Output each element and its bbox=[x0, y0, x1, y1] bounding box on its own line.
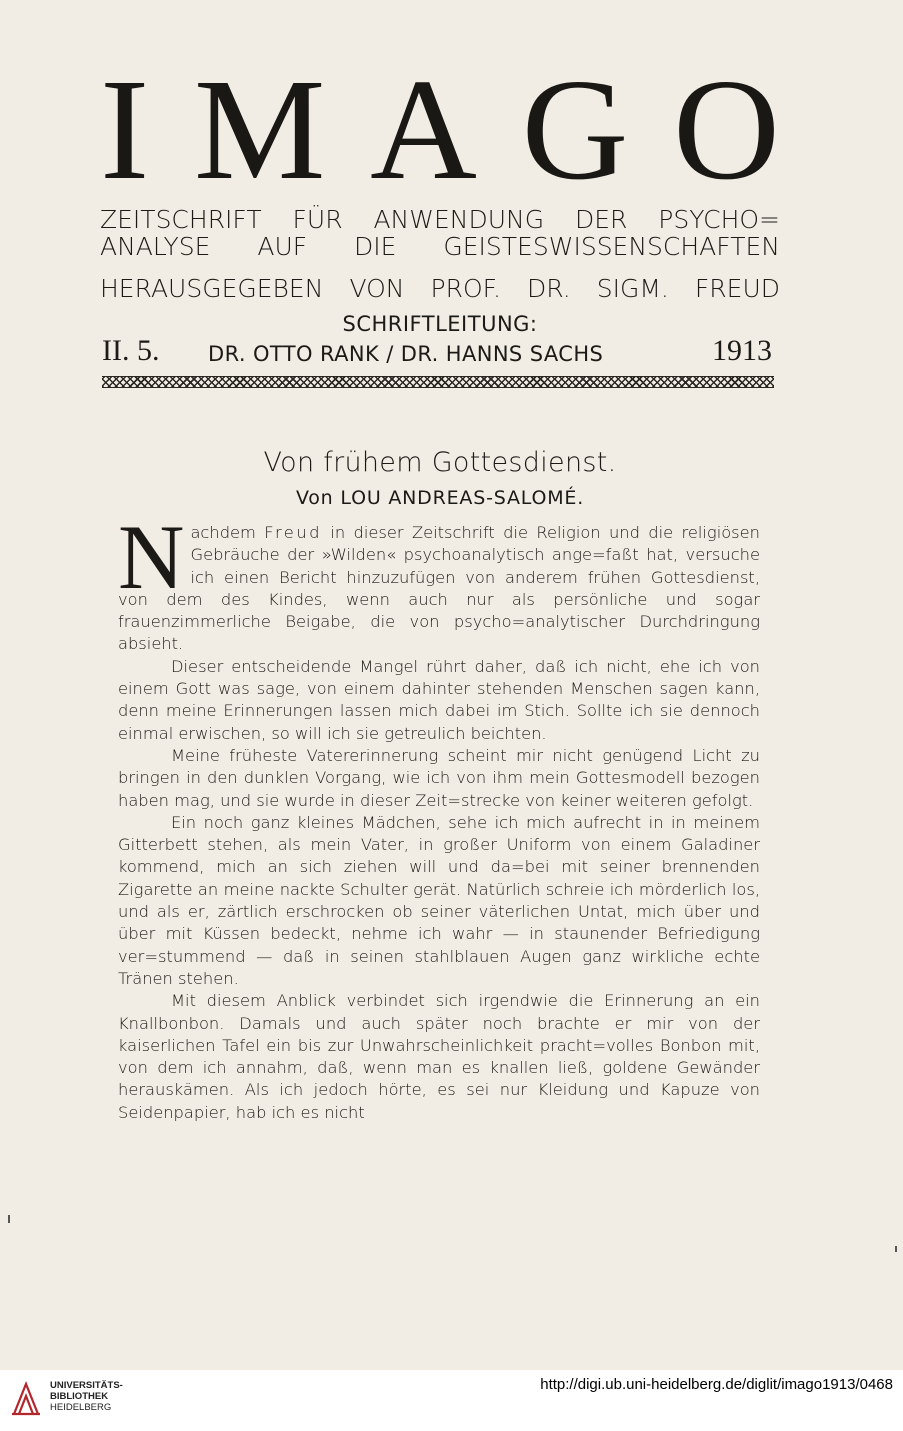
paragraph-1-rest: in dieser Zeitschrift die Religion und die religiösen Gebräuche der »Wilden« psychoanalytisch ange=faßt hat, versuche ich einen Bericht hinzuzufügen von anderem frühen Gottesdienst, von dem des Kindes, wenn auch nur als persönliche und sogar frauenzimmerliche Beigabe, die von psycho=analytischer Durchdringung absieht. bbox=[118, 523, 761, 654]
library-name bbox=[50, 1380, 123, 1413]
library-name-line-3: HEIDELBERG bbox=[50, 1402, 112, 1413]
paragraph-3: Meine früheste Vatererinnerung scheint mir nicht genügend Licht zu bringen in den dunklen Vorgang, wie ich von ihm mein Gottesmodell bezogen haben mag, und sie wurde in dieser Zeit=strecke von keiner weiteren gefolgt. bbox=[118, 745, 760, 810]
margin-mark bbox=[8, 1215, 10, 1223]
masthead-letter: M bbox=[193, 49, 326, 211]
footer-bar bbox=[0, 1370, 903, 1431]
issue-number: II. 5. bbox=[102, 334, 160, 367]
subtitle-line-1: ZEITSCHRIFT FÜR ANWENDUNG DER PSYCHO= bbox=[100, 205, 780, 234]
masthead-letter: A bbox=[370, 49, 477, 211]
library-name-line-1: UNIVERSITÄTS- bbox=[50, 1380, 123, 1391]
paragraph-1-start: achdem bbox=[190, 523, 265, 542]
ornamental-divider bbox=[102, 376, 774, 388]
issue-row bbox=[100, 334, 780, 370]
journal-masthead bbox=[100, 49, 780, 211]
paragraph-2: Dieser entscheidende Mangel rührt daher, daß ich nicht, ehe ich von einem Gott was sage, von einem dahinter stehenden Menschen sagen kann, denn meine Erinnerungen lassen mich dabei im Stich. Sollte ich sie dennoch einmal erwischen, so will ich sie getreulich beichten. bbox=[118, 656, 760, 743]
subtitle-line-2: ANALYSE AUF DIE GEISTESWISSENSCHAFTEN bbox=[100, 232, 780, 261]
paragraph-4: Ein noch ganz kleines Mädchen, sehe ich mich aufrecht in in meinem Gitterbett stehen, als mein Vater, in großer Uniform von einem Galadiner kommend, mich an sich ziehen will und da=bei mit seiner brennenden Zigarette an meine nackte Schulter gerät. Natürlich schreie ich mörderlich los, und als er, zärtlich erschrocken ob seiner väterlichen Untat, mich über und über mit Küssen bedeckt, nehme ich wahr — in staunender Befriedigung ver=stummend — daß in seinen stahlblauen Augen ganz wirkliche echte Tränen stehen. bbox=[118, 812, 760, 988]
author-name-freud: Freud bbox=[264, 523, 322, 542]
schriftleitung-label: SCHRIFTLEITUNG: bbox=[342, 312, 538, 336]
paragraph-5: Mit diesem Anblick verbindet sich irgendwie die Erinnerung an ein Knallbonbon. Damals und auch später noch brachte er mir von der kaiserlichen Tafel ein bis zur Unwahrscheinlichkeit pracht=volles Bonbon mit, von dem ich annahm, daß, wenn man es knallen ließ, goldene Gewänder herauskämen. Als ich jedoch hörte, es sei nur Kleidung und Kapuze von Seidenpapier, hab ich es nicht bbox=[118, 991, 760, 1122]
paragraph-1 bbox=[118, 506, 761, 656]
editors-names: DR. OTTO RANK / DR. HANNS SACHS bbox=[208, 342, 604, 366]
article-byline: Von LOU ANDREAS-SALOMÉ. bbox=[295, 487, 585, 509]
margin-mark bbox=[895, 1246, 897, 1252]
article-title: Von frühem Gottesdienst. bbox=[263, 447, 617, 478]
drop-cap: N bbox=[118, 506, 185, 608]
issue-year: 1913 bbox=[712, 334, 772, 367]
source-url-link[interactable]: http://digi.ub.uni-heidelberg.de/diglit/imago1913/0468 bbox=[540, 1376, 893, 1393]
university-library-logo-icon bbox=[10, 1378, 42, 1418]
library-name-line-2: BIBLIOTHEK bbox=[50, 1391, 109, 1402]
masthead-letter: G bbox=[521, 49, 629, 211]
masthead-letter: O bbox=[673, 49, 780, 211]
publisher-line: HERAUSGEGEBEN VON PROF. DR. SIGM. FREUD bbox=[100, 274, 780, 303]
article-body bbox=[118, 506, 761, 1124]
masthead-letter: I bbox=[100, 49, 150, 211]
